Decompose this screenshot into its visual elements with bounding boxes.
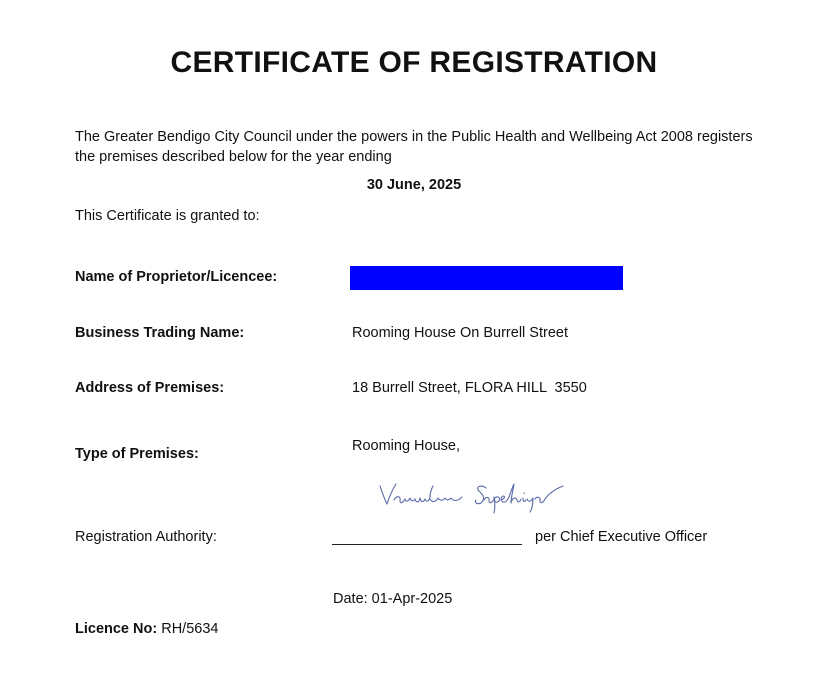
per-ceo-text: per Chief Executive Officer xyxy=(535,529,708,545)
intro-paragraph: The Greater Bendigo City Council under the powers in the Public Health and Wellbeing Act 2008 registers the premises described below for the year ending xyxy=(75,129,753,165)
premises-type-label: Type of Premises: xyxy=(75,446,199,462)
granted-to-text: This Certificate is granted to: xyxy=(75,208,260,224)
signature-handwriting xyxy=(378,478,578,514)
trading-name-value: Rooming House On Burrell Street xyxy=(352,325,568,341)
year-end-date: 30 June, 2025 xyxy=(366,177,462,193)
address-value: 18 Burrell Street, FLORA HILL 3550 xyxy=(352,380,587,396)
certificate-title: CERTIFICATE OF REGISTRATION xyxy=(170,46,658,79)
licence-number: RH/5634 xyxy=(161,621,219,637)
proprietor-name-redaction xyxy=(350,266,623,290)
trading-name-label: Business Trading Name: xyxy=(75,325,245,341)
registration-authority-label: Registration Authority: xyxy=(75,529,217,545)
issue-date: Date: 01-Apr-2025 xyxy=(333,591,453,607)
licence-label: Licence No: xyxy=(75,621,158,637)
signature-line xyxy=(332,544,522,545)
proprietor-label: Name of Proprietor/Licencee: xyxy=(75,269,278,285)
licence-number-line xyxy=(75,621,218,637)
premises-type-value: Rooming House, xyxy=(352,438,460,454)
signature xyxy=(378,478,578,514)
address-label: Address of Premises: xyxy=(75,380,225,396)
